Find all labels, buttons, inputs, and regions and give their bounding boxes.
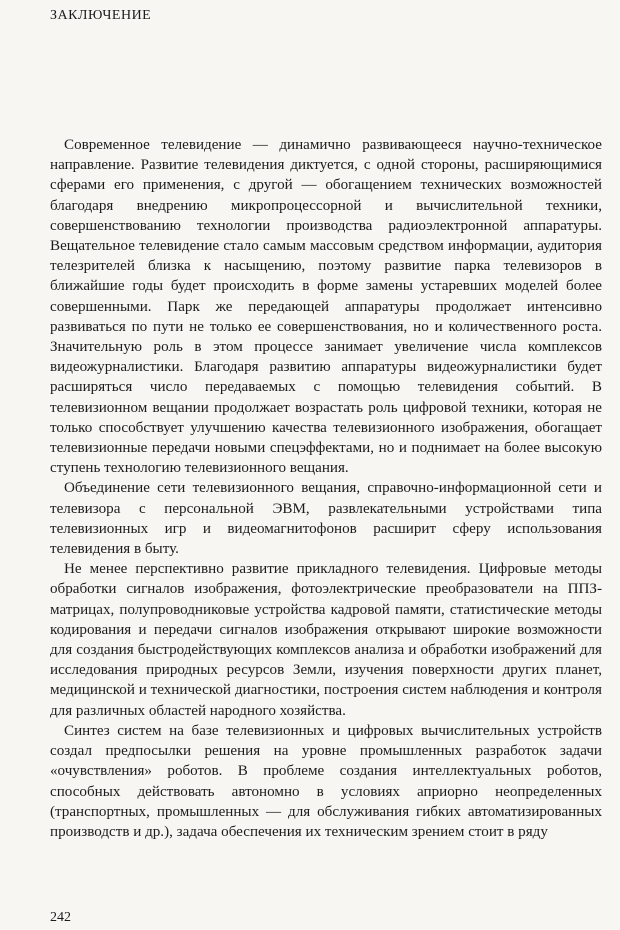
paragraph: Современное телевидение — динамично развивающееся научно-техническое направление. Развитие телевидения диктуется, с одной стороны, расширяющимися сферами его применения, с другой — обогащением технических возможностей благодаря внедрению микропроцессорной и вычислительной техники, совершенствованию технологии производства радиоэлектронной аппаратуры. Вещательное телевидение стало самым массовым средством информации, аудитория телезрителей близка к насыщению, поэтому развитие парка телевизоров в ближайшие годы будет происходить в форме замены устаревших моделей более совершенными. Парк же передающей аппаратуры продолжает интенсивно развиваться по пути не только ее совершенствования, но и количественного роста. Значительную роль в этом процессе занимает увеличение числа комплексов видеожурналистики. Благодаря развитию аппаратуры видеожурналистики будет расширяться число передаваемых с помощью телевидения событий. В телевизионном вещании продолжает возрастать роль цифровой техники, которая не только способствует улучшению качества телевизионного изображения, обогащает телевизионные передачи новыми спецэффектами, но и поднимает на более высокую ступень технологию телевизионного вещания. xyxy=(50,137,602,477)
page-number: 242 xyxy=(50,910,71,925)
body-text xyxy=(50,135,602,842)
paragraph: Не менее перспективно развитие прикладного телевидения. Цифровые методы обработки сигналов изображения, фотоэлектрические преобразователи на ППЗ-матрицах, полупроводниковые устройства кадровой памяти, статистические методы кодирования и передачи сигналов изображения открывают широкие возможности для создания быстродействующих комплексов анализа и обработки изображений для исследования природных ресурсов Земли, изучения поверхности других планет, медицинской и технической диагностики, построения систем наблюдения и контроля для различных областей народного хозяйства. xyxy=(50,561,602,719)
running-header: ЗАКЛЮЧЕНИЕ xyxy=(50,8,152,23)
paragraph: Синтез систем на базе телевизионных и цифровых вычислительных устройств создал предпосылки решения на уровне промышленных разработок задачи «очувствления» роботов. В проблеме создания интеллектуальных роботов, способных действовать автономно в условиях априорно неопределенных (транспортных, промышленных — для обслуживания гибких автоматизированных производств и др.), задача обеспечения их техническим зрением стоит в ряду xyxy=(50,722,602,840)
paragraph: Объединение сети телевизионного вещания, справочно-информационной сети и телевизора с персональной ЭВМ, развлекательными устройствами типа телевизионных игр и видеомагнитофонов расширит сферу использования телевидения в быту. xyxy=(50,480,602,558)
